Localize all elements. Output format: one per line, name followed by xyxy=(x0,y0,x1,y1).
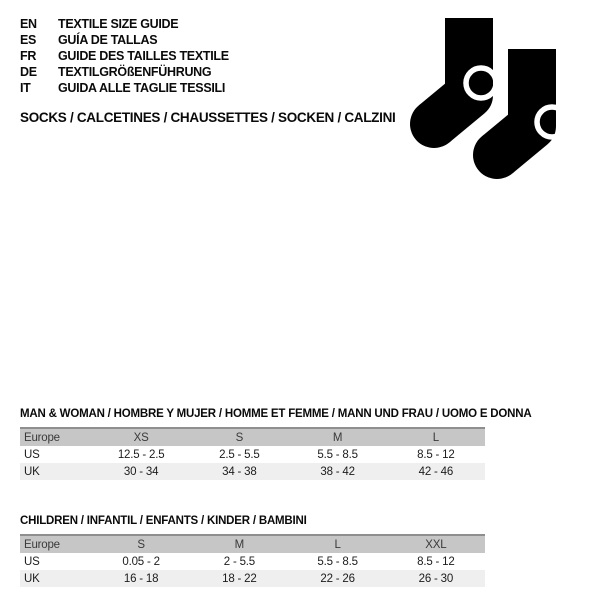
column-header: L xyxy=(432,431,439,444)
language-row xyxy=(20,64,229,80)
column-header: S xyxy=(137,538,145,551)
size-cell: 34 - 38 xyxy=(222,465,257,478)
table-header-row xyxy=(20,535,485,553)
size-cell: 0.05 - 2 xyxy=(122,555,160,568)
size-cell: 38 - 42 xyxy=(320,465,355,478)
size-cell: 26 - 30 xyxy=(418,572,454,585)
language-row xyxy=(20,80,229,96)
column-header: M xyxy=(332,431,343,444)
size-cell: 30 - 34 xyxy=(123,465,159,478)
size-cell: 12.5 - 2.5 xyxy=(117,448,165,461)
column-header: XS xyxy=(133,431,149,444)
language-row xyxy=(20,16,229,32)
language-label: GUIDE DES TAILLES TEXTILE xyxy=(58,49,229,63)
language-label: TEXTILGRÖßENFÜHRUNG xyxy=(58,65,212,79)
language-code: ES xyxy=(20,33,37,47)
row-label: US xyxy=(24,555,40,568)
row-label: UK xyxy=(24,572,40,585)
row-label: UK xyxy=(24,465,40,478)
size-cell: 2.5 - 5.5 xyxy=(219,448,260,461)
language-label: GUIDA ALLE TAGLIE TESSILI xyxy=(58,81,226,95)
size-cell: 5.5 - 8.5 xyxy=(317,448,358,461)
language-code: IT xyxy=(20,81,31,95)
column-header: M xyxy=(234,538,245,551)
size-cell: 8.5 - 12 xyxy=(417,555,455,568)
column-header: S xyxy=(235,431,244,444)
table-header-row xyxy=(20,428,485,446)
size-cell: 5.5 - 8.5 xyxy=(317,555,358,568)
table-block-man-woman xyxy=(20,407,532,480)
language-code: EN xyxy=(20,17,37,31)
language-label: TEXTILE SIZE GUIDE xyxy=(58,17,179,31)
column-header: L xyxy=(334,538,341,551)
size-cell: 2 - 5.5 xyxy=(223,555,255,568)
table-row xyxy=(20,463,485,480)
size-table-man-woman xyxy=(20,427,485,480)
row-label: US xyxy=(24,448,40,461)
language-row xyxy=(20,48,229,64)
table-block-children xyxy=(20,514,485,587)
table-row xyxy=(20,570,485,587)
category-line: SOCKS / CALCETINES / CHAUSSETTES / SOCKEN / CALZINI xyxy=(20,110,396,125)
column-header: Europe xyxy=(24,538,60,551)
language-label: GUÍA DE TALLAS xyxy=(58,33,158,47)
table-row xyxy=(20,553,485,570)
table-title: MAN & WOMAN / HOMBRE Y MUJER / HOMME ET FEMME / MANN UND FRAU / UOMO E DONNA xyxy=(20,408,532,420)
size-table-children xyxy=(20,534,485,587)
size-cell: 42 - 46 xyxy=(418,465,454,478)
language-list xyxy=(20,16,229,96)
column-header: Europe xyxy=(24,431,60,444)
table-row xyxy=(20,446,485,463)
size-cell: 16 - 18 xyxy=(123,572,159,585)
socks-icon xyxy=(390,5,570,183)
size-cell: 8.5 - 12 xyxy=(417,448,455,461)
sock-2-toe xyxy=(473,131,521,179)
language-code: DE xyxy=(20,65,37,79)
column-header: XXL xyxy=(425,538,447,551)
sock-1-toe xyxy=(410,100,458,148)
language-row xyxy=(20,32,229,48)
size-cell: 22 - 26 xyxy=(320,572,355,585)
table-title: CHILDREN / INFANTIL / ENFANTS / KINDER / BAMBINI xyxy=(20,515,307,527)
size-cell: 18 - 22 xyxy=(222,572,257,585)
language-code: FR xyxy=(20,49,37,63)
